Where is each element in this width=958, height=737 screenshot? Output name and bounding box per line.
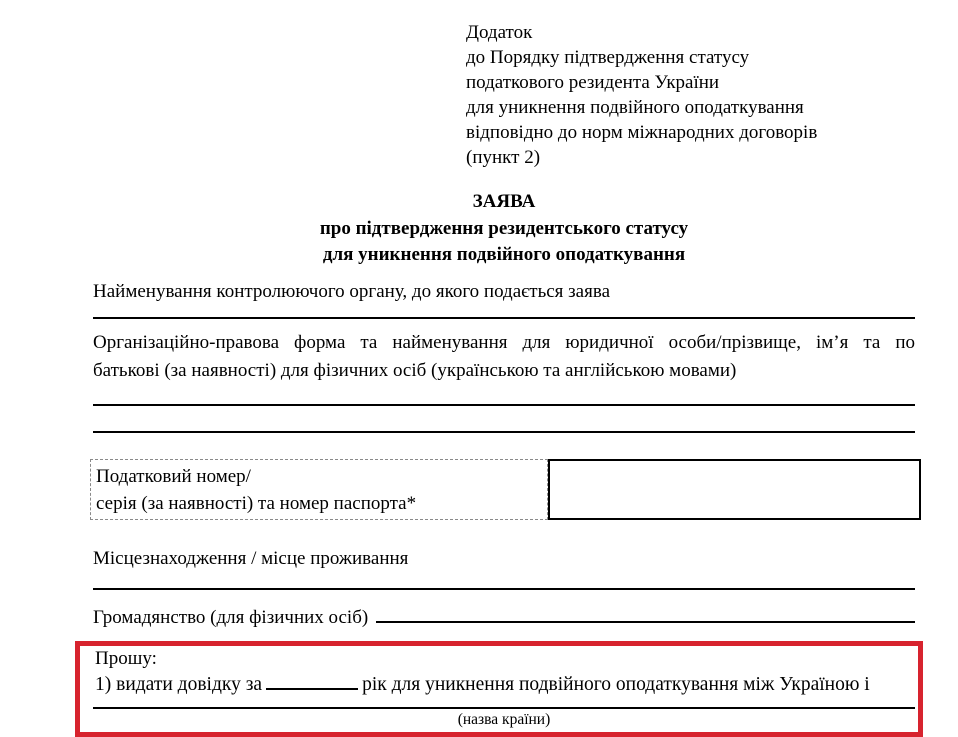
- appendix-reference-block: [466, 20, 817, 170]
- citizenship-blank-line: [376, 601, 915, 623]
- tax-number-label-line: серія (за наявності) та номер паспорта*: [96, 493, 417, 514]
- title-line: для уникнення подвійного оподаткування: [322, 244, 686, 265]
- request-section-highlight: [75, 641, 923, 737]
- org-form-line: Організаційно-правова форма та найменування для юридичної особи/прізвище, ім’я та по: [93, 332, 915, 353]
- document-title: [93, 189, 915, 269]
- location-blank-line: [93, 588, 915, 590]
- request-item-1: [95, 672, 918, 696]
- authority-blank-line: [93, 317, 915, 319]
- citizenship-field: [93, 601, 915, 630]
- appendix-line: відповідно до норм міжнародних договорів: [466, 122, 818, 143]
- org-form-blank-line-1: [93, 404, 915, 406]
- tax-number-entry-box: [548, 459, 921, 520]
- appendix-line: Додаток: [466, 22, 533, 43]
- tax-number-label-line: Податковий номер/: [96, 466, 251, 487]
- citizenship-label: Громадянство (для фізичних осіб): [93, 607, 369, 628]
- authority-label: Найменування контролюючого органу, до якого подається заява: [93, 281, 610, 302]
- request-item-text-after: рік для уникнення подвійного оподаткування між Україною і: [362, 674, 870, 695]
- appendix-line: до Порядку підтвердження статусу: [466, 47, 750, 68]
- year-blank-line: [266, 672, 358, 690]
- org-form-blank-line-2: [93, 431, 915, 433]
- country-caption: (назва країни): [457, 711, 551, 728]
- request-heading: Прошу:: [95, 648, 157, 669]
- title-line: про підтвердження резидентського статусу: [319, 217, 689, 239]
- tax-number-table: [90, 459, 921, 520]
- location-label: Місцезнаходження / місце проживання: [93, 548, 409, 569]
- tax-number-label-cell: [90, 459, 548, 520]
- appendix-line: (пункт 2): [466, 147, 541, 168]
- appendix-line: для уникнення подвійного оподаткування: [466, 97, 804, 118]
- appendix-line: податкового резидента України: [466, 72, 720, 93]
- title-line: ЗАЯВА: [472, 191, 536, 212]
- org-form-line: батькові (за наявності) для фізичних осіб (українською та англійською мовами): [93, 359, 737, 381]
- request-item-text-before: 1) видати довідку за: [95, 674, 263, 695]
- org-form-paragraph: [93, 329, 915, 384]
- country-blank-line: [93, 707, 915, 709]
